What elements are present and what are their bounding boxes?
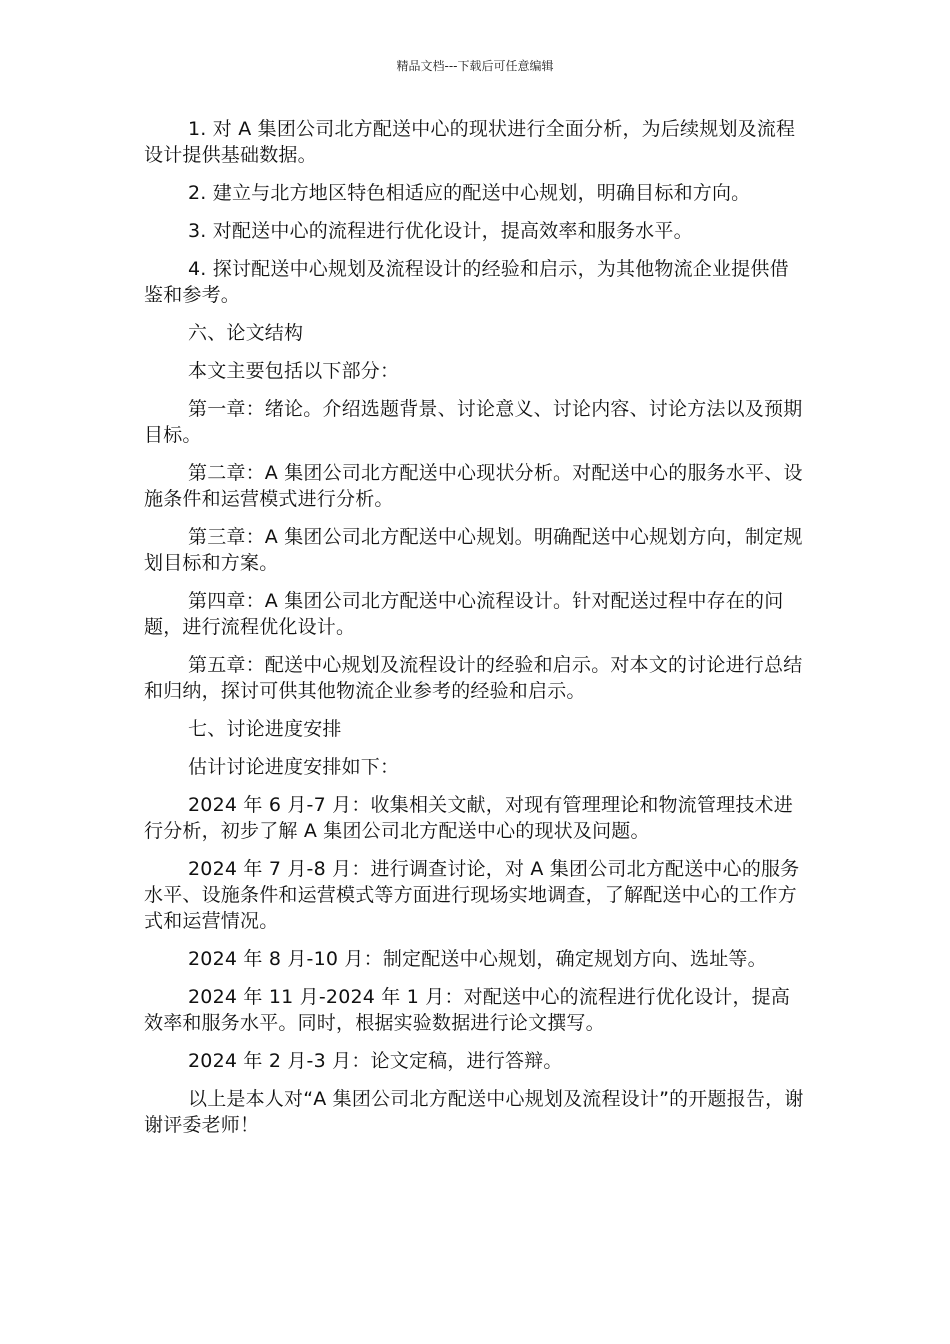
- chapter-3: 第三章：A 集团公司北方配送中心规划。明确配送中心规划方向，制定规划目标和方案。: [144, 526, 803, 574]
- schedule-item-2: 2024 年 7 月-8 月：进行调查讨论，对 A 集团公司北方配送中心的服务水平、设施条件和运营模式等方面进行现场实地调查，了解配送中心的工作方式和运营情况。: [144, 858, 800, 932]
- section-heading-schedule: 七、讨论进度安排: [188, 718, 342, 740]
- chapter-5: 第五章：配送中心规划及流程设计的经验和启示。对本文的讨论进行总结和归纳，探讨可供其他物流企业参考的经验和启示。: [144, 654, 803, 702]
- goal-item-4: 4. 探讨配送中心规划及流程设计的经验和启示，为其他物流企业提供借鉴和参考。: [144, 258, 789, 306]
- schedule-item-5: 2024 年 2 月-3 月：论文定稿，进行答辩。: [188, 1050, 563, 1072]
- schedule-item-4: 2024 年 11 月-2024 年 1 月：对配送中心的流程进行优化设计，提高效率和服务水平。同时，根据实验数据进行论文撰写。: [144, 986, 791, 1034]
- goal-item-2: 2. 建立与北方地区特色相适应的配送中心规划，明确目标和方向。: [188, 182, 751, 204]
- schedule-item-1: 2024 年 6 月-7 月：收集相关文献，对现有管理理论和物流管理技术进行分析，初步了解 A 集团公司北方配送中心的现状及问题。: [144, 794, 793, 842]
- page-header: 精品文档---下载后可任意编辑: [396, 59, 554, 73]
- section-heading-structure: 六、论文结构: [188, 322, 304, 344]
- structure-intro: 本文主要包括以下部分：: [188, 360, 400, 382]
- document-body: [144, 116, 804, 1150]
- goal-item-1: 1. 对 A 集团公司北方配送中心的现状进行全面分析，为后续规划及流程设计提供基础数据。: [144, 118, 796, 166]
- chapter-2: 第二章：A 集团公司北方配送中心现状分析。对配送中心的服务水平、设施条件和运营模式进行分析。: [144, 462, 803, 510]
- goal-item-3: 3. 对配送中心的流程进行优化设计，提高效率和服务水平。: [188, 220, 693, 242]
- chapter-1: 第一章：绪论。介绍选题背景、讨论意义、讨论内容、讨论方法以及预期目标。: [144, 398, 803, 446]
- closing-paragraph: 以上是本人对“A 集团公司北方配送中心规划及流程设计”的开题报告，谢谢评委老师！: [144, 1088, 804, 1136]
- schedule-intro: 估计讨论进度安排如下：: [188, 756, 400, 778]
- schedule-item-3: 2024 年 8 月-10 月：制定配送中心规划，确定规划方向、选址等。: [188, 948, 767, 970]
- chapter-4: 第四章：A 集团公司北方配送中心流程设计。针对配送过程中存在的问题，进行流程优化设计。: [144, 590, 784, 638]
